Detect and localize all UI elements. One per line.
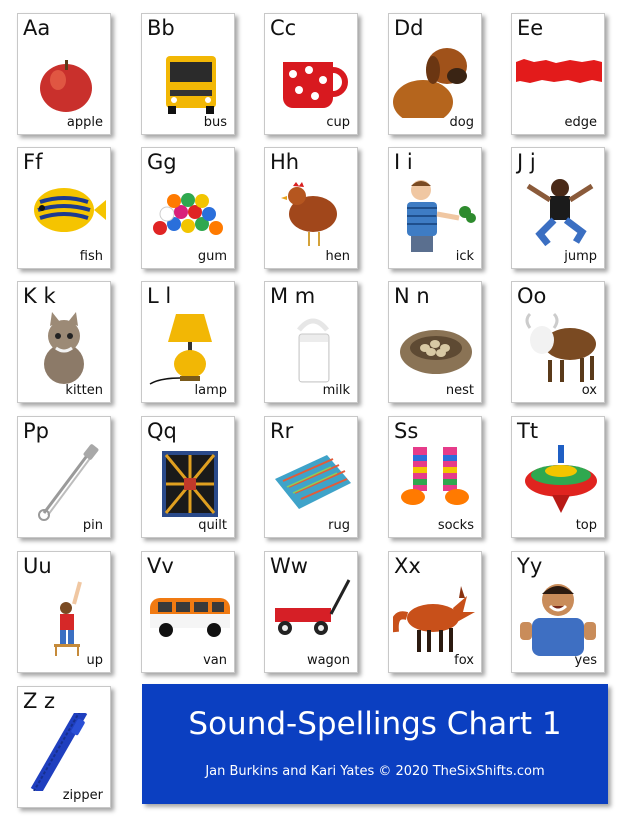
zipper-icon <box>22 713 108 791</box>
card-letter: M m <box>270 284 316 308</box>
card-word: cup <box>326 115 350 130</box>
card-letter: Qq <box>147 419 177 443</box>
card-letter: Rr <box>270 419 294 443</box>
socks-icon <box>393 443 479 521</box>
card-word: kitten <box>65 383 103 398</box>
card-letter: Hh <box>270 150 300 174</box>
title-banner <box>142 684 608 804</box>
card-letter: Xx <box>394 554 421 578</box>
lamp-icon <box>146 308 232 386</box>
gum-icon <box>146 174 232 252</box>
card-word: milk <box>322 383 350 398</box>
card-word: apple <box>66 115 103 130</box>
card-rug <box>264 416 358 538</box>
card-letter: Bb <box>147 16 175 40</box>
card-socks <box>388 416 482 538</box>
card-word: dog <box>449 115 474 130</box>
card-letter: Gg <box>147 150 177 174</box>
van-icon <box>146 578 232 656</box>
card-word: ick <box>455 249 474 264</box>
wagon-icon <box>269 578 355 656</box>
card-jump <box>511 147 605 269</box>
card-word: rug <box>328 518 350 533</box>
card-letter: Ss <box>394 419 419 443</box>
card-wagon <box>264 551 358 673</box>
card-letter: Cc <box>270 16 297 40</box>
card-letter: L l <box>147 284 172 308</box>
card-pin <box>17 416 111 538</box>
card-word: top <box>575 518 597 533</box>
card-fish <box>17 147 111 269</box>
card-dog <box>388 13 482 135</box>
top-icon <box>516 443 602 521</box>
card-milk <box>264 281 358 403</box>
card-word: edge <box>564 115 597 130</box>
card-letter: Ee <box>517 16 544 40</box>
card-letter: J j <box>517 150 536 174</box>
hen-icon <box>269 174 355 252</box>
card-yes <box>511 551 605 673</box>
yes-icon <box>516 578 602 656</box>
card-word: hen <box>325 249 350 264</box>
card-word: fish <box>79 249 103 264</box>
credit-line: Jan Burkins and Kari Yates © 2020 TheSixShifts.com <box>205 764 545 779</box>
card-word: zipper <box>62 788 103 803</box>
card-word: pin <box>82 518 103 533</box>
card-word: lamp <box>194 383 227 398</box>
card-fox <box>388 551 482 673</box>
milk-icon <box>269 308 355 386</box>
fish-icon <box>22 174 108 252</box>
card-letter: Oo <box>517 284 547 308</box>
kitten-icon <box>22 308 108 386</box>
card-word: socks <box>437 518 474 533</box>
card-hen <box>264 147 358 269</box>
card-edge <box>511 13 605 135</box>
card-letter: Vv <box>147 554 174 578</box>
card-word: up <box>86 653 103 668</box>
ox-icon <box>516 308 602 386</box>
card-letter: Aa <box>23 16 51 40</box>
card-word: yes <box>574 653 597 668</box>
cup-icon <box>269 40 355 118</box>
nest-icon <box>393 308 479 386</box>
card-apple <box>17 13 111 135</box>
card-letter: Dd <box>394 16 424 40</box>
apple-icon <box>22 40 108 118</box>
rug-icon <box>269 443 355 521</box>
quilt-icon <box>146 443 232 521</box>
card-letter: N n <box>394 284 430 308</box>
card-word: bus <box>203 115 227 130</box>
card-letter: Z z <box>23 689 56 713</box>
card-word: quilt <box>198 518 227 533</box>
chart-title: Sound-Spellings Chart 1 <box>188 706 562 742</box>
card-ox <box>511 281 605 403</box>
card-letter: Uu <box>23 554 52 578</box>
card-lamp <box>141 281 235 403</box>
card-quilt <box>141 416 235 538</box>
card-kitten <box>17 281 111 403</box>
up-icon <box>22 578 108 656</box>
fox-icon <box>393 578 479 656</box>
card-letter: Ww <box>270 554 308 578</box>
card-gum <box>141 147 235 269</box>
card-word: ox <box>581 383 597 398</box>
jump-icon <box>516 174 602 252</box>
card-letter: Pp <box>23 419 49 443</box>
card-nest <box>388 281 482 403</box>
bus-icon <box>146 40 232 118</box>
card-top <box>511 416 605 538</box>
card-ick <box>388 147 482 269</box>
card-word: wagon <box>306 653 350 668</box>
card-word: fox <box>454 653 474 668</box>
card-up <box>17 551 111 673</box>
card-letter: K k <box>23 284 56 308</box>
card-van <box>141 551 235 673</box>
card-word: gum <box>197 249 227 264</box>
card-zipper <box>17 686 111 808</box>
card-letter: Tt <box>517 419 539 443</box>
dog-icon <box>393 40 479 118</box>
boy-icon <box>393 174 479 252</box>
card-bus <box>141 13 235 135</box>
card-word: jump <box>564 249 597 264</box>
card-letter: Ff <box>23 150 43 174</box>
card-letter: I i <box>394 150 413 174</box>
edge-icon <box>516 40 602 118</box>
card-letter: Yy <box>517 554 543 578</box>
card-word: van <box>203 653 227 668</box>
card-word: nest <box>445 383 474 398</box>
card-cup <box>264 13 358 135</box>
pin-icon <box>22 443 108 521</box>
